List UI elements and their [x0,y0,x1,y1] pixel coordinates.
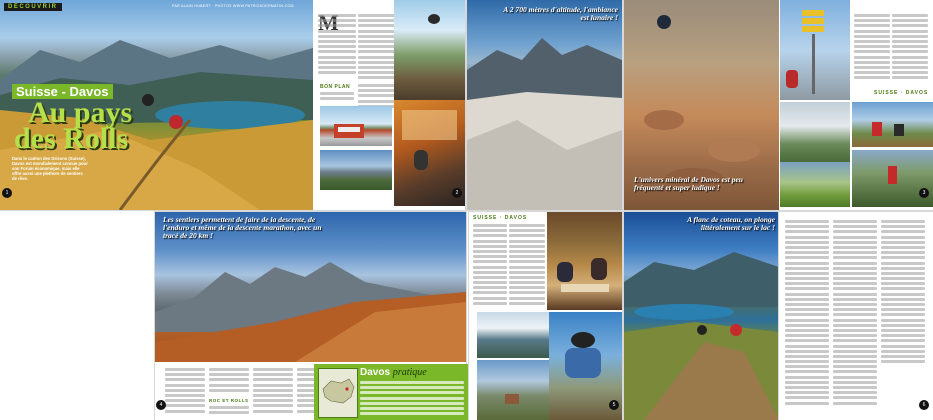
text-column-8 [209,406,249,420]
lakeside-svg [624,212,779,420]
byline: PAR ALAIN HUBERT · PHOTOS WWW.PATRICKDERMATIN.COM [172,4,294,8]
rider-jump-photo [394,0,465,100]
text-column-7 [209,368,249,396]
station-photo [320,106,392,146]
mountain-panorama-photo [320,150,392,190]
lake-clouds-photo [477,312,549,358]
text-column-5 [892,14,928,84]
info-box [314,364,469,420]
page-number-5: 5 [609,400,619,410]
caption-mineral: L'univers minéral de Davos est peu fréquenté et super ludique ! [634,175,743,192]
caption-trails: Les sentiers permettent de faire de la descente, de l'enduro et même de la descente marathon, avec un tracé de 20 km ! [163,215,322,240]
spread-restaurant-pages [469,212,622,420]
bon-plan-heading: BON PLAN [320,84,351,90]
valley-clouds-photo [780,102,850,162]
section-label: DÉCOUVRIR [4,3,62,11]
info-box-text [360,381,464,417]
spread-lunar-landscape [467,0,622,210]
text-column-4 [854,14,890,84]
spread-lakeside-descent [624,212,779,420]
info-box-title-main: Davos [360,367,391,378]
article-title-line2: des Rolls [14,122,129,155]
article-title-line1: Au pays [28,96,133,129]
caption-altitude: A 2 700 mètres d'altitude, l'ambiance est lunaire ! [503,5,618,22]
text-column-16 [785,220,829,410]
info-box-title [360,367,427,378]
text-column-9 [253,368,293,418]
subhead-roc-et-rolls: ROC ET ROLLS [209,398,249,403]
spread-closing-page [779,212,933,420]
text-column-18 [881,220,925,410]
page-number-4: 4 [156,400,166,410]
text-column-14 [473,224,507,308]
restaurant-photo [547,212,622,310]
riders-green-photo [780,162,850,207]
page-number-left: 1 [2,188,12,198]
header-tag-middle: SUISSE · DAVOS [473,215,528,221]
caption-lake: A flanc de coteau, on plonge littéralement sur le lac ! [687,215,775,232]
text-column-15 [509,224,545,308]
switzerland-map-svg [319,369,357,417]
map-inset [318,368,358,418]
header-tag-right: SUISSE · DAVOS [874,90,929,96]
spread-davos-opening [0,0,465,210]
bike-wash-photo [852,150,933,207]
bikers-bench-photo [852,102,933,147]
text-column-2 [358,14,396,80]
page-number-3: 3 [919,188,929,198]
intro-text: Dans le canton des Grisons (Suisse), Davos est mondialement connue pour son Forum économique, mais elle offre aussi une plethore de sentiers de rêve. [12,156,88,181]
page-number-right: 2 [452,188,462,198]
page-number-6: 6 [919,400,929,410]
signpost-photo [780,0,850,100]
info-box-title-suffix: pratique [392,367,427,378]
bon-plan-text [320,92,354,104]
text-column-6 [165,368,205,418]
chalet-mountain-photo [477,360,549,420]
text-column-1 [318,14,356,80]
text-column-17 [833,220,877,410]
spread-mineral-universe [624,0,933,210]
kicker: Suisse - Davos [12,84,113,99]
lunar-landscape-svg [467,0,622,210]
